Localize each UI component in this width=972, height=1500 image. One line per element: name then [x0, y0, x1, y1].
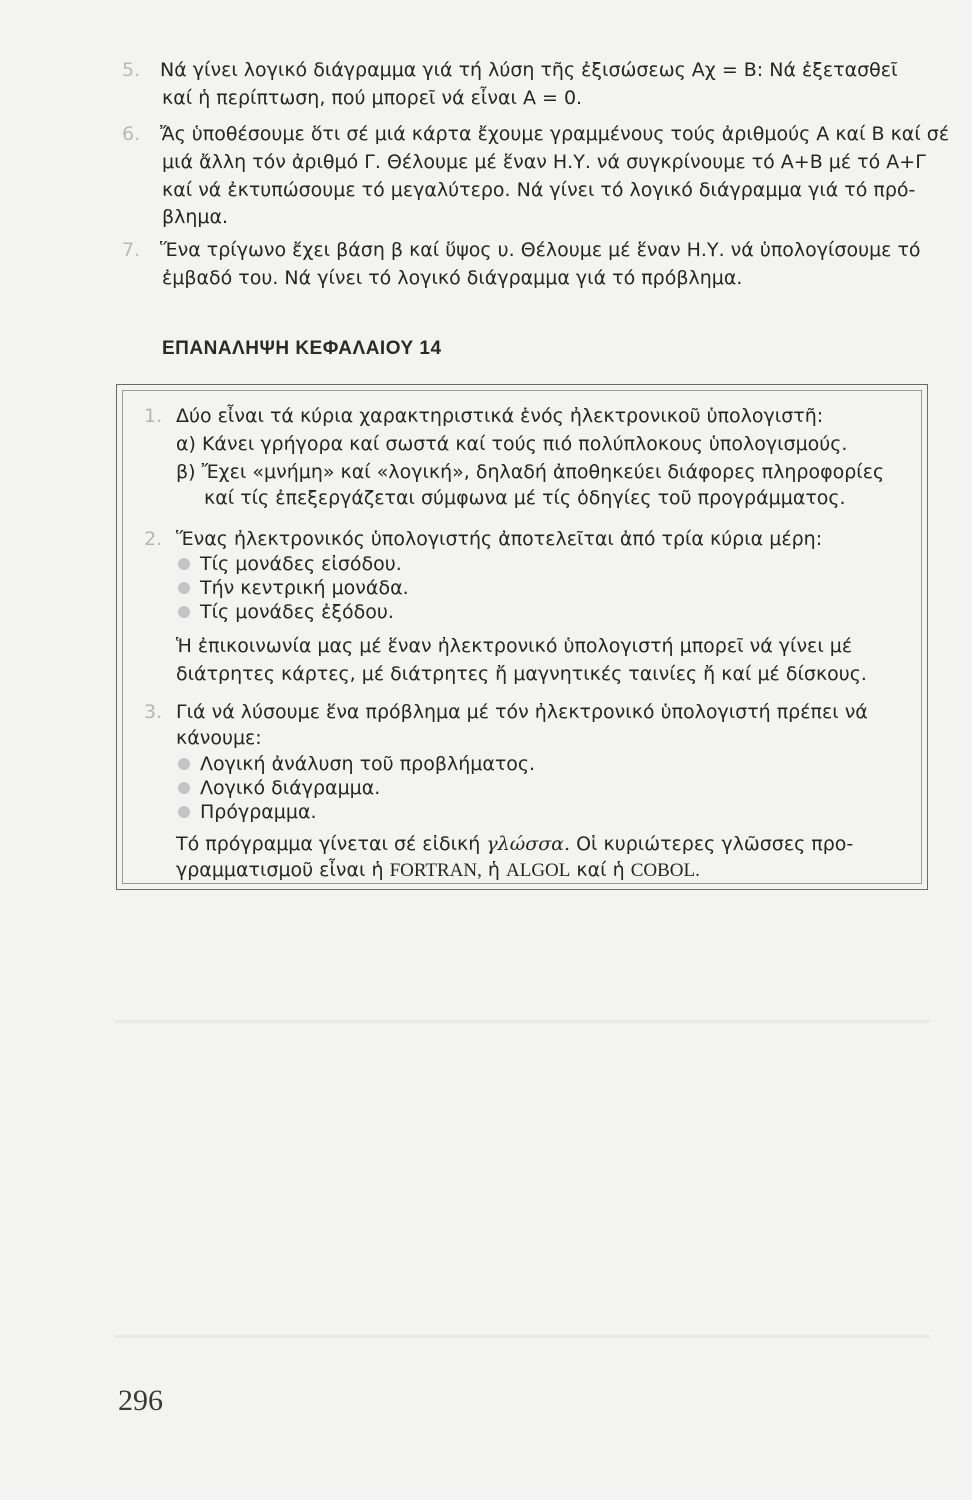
language-name: FORTRAN,	[389, 860, 482, 881]
review-item-2-bullet-2: Τήν κεντρική μονάδα.	[200, 577, 409, 599]
review-item-2-note-line-1: Ἡ ἐπικοινωνία μας μέ ἕναν ἠλεκτρονικό ὑπολογιστή μπορεῖ νά γίνει μέ	[176, 635, 853, 657]
bullet-dot-icon	[178, 606, 190, 618]
exercise-7-line-1: Ἕνα τρίγωνο ἔχει βάση β καί ὕψος υ. Θέλουμε μέ ἕναν Η.Υ. νά ὑπολογίσουμε τό	[160, 239, 921, 261]
exercise-6-number: 6.	[122, 123, 141, 145]
exercise-6-line-1: Ἄς ὑποθέσουμε ὅτι σέ μιά κάρτα ἔχουμε γραμμένους τούς ἀριθμούς Α καί Β καί σέ	[160, 123, 950, 145]
bullet-dot-icon	[178, 582, 190, 594]
language-name: ALGOL	[506, 860, 571, 881]
review-item-3-number: 3.	[144, 701, 163, 723]
review-item-1-a: α) Κάνει γρήγορα καί σωστά καί τούς πιό πολύπλοκους ὑπολογισμούς.	[176, 433, 848, 455]
page-number: 296	[118, 1384, 163, 1417]
chapter-review-heading: ΕΠΑΝΑΛΗΨΗ ΚΕΦΑΛΑΙΟΥ 14	[162, 338, 442, 359]
show-through-line	[115, 1020, 930, 1023]
review-item-3-bullet-2: Λογικό διάγραμμα.	[200, 777, 381, 799]
emphasized-word: γλώσσα.	[486, 833, 571, 855]
review-item-3-intro-line-2: κάνουμε:	[176, 727, 262, 749]
bullet-dot-icon	[178, 758, 190, 770]
note-text: Τό πρόγραμμα γίνεται σέ εἰδική	[176, 833, 487, 855]
review-item-3-bullet-1: Λογική ἀνάλυση τοῦ προβλήματος.	[200, 753, 536, 775]
note-text: γραμματισμοῦ εἶναι ἡ	[176, 859, 390, 881]
show-through-line	[115, 1335, 930, 1338]
review-item-1-b-line-1: β) Ἔχει «μνήμη» καί «λογική», δηλαδή ἀποθηκεύει διάφορες πληροφορίες	[176, 461, 885, 483]
exercise-6-line-4: βλημα.	[162, 206, 229, 228]
review-item-2-note-line-2: διάτρητες κάρτες, μέ διάτρητες ἤ μαγνητικές ταινίες ἤ καί μέ δίσκους.	[176, 663, 867, 685]
review-item-3-note-line-1	[176, 830, 853, 859]
note-text: καί ἡ	[570, 859, 631, 881]
note-text: ἡ	[481, 859, 506, 881]
review-item-2-intro: Ἕνας ἠλεκτρονικός ὑπολογιστής ἀποτελεῖται ἀπό τρία κύρια μέρη:	[176, 528, 823, 550]
exercise-6-line-2: μιά ἄλλη τόν ἀριθμό Γ. Θέλουμε μέ ἕναν Η.Υ. νά συγκρίνουμε τό Α+Β μέ τό Α+Γ	[162, 151, 926, 173]
exercise-6-line-3: καί νά ἐκτυπώσουμε τό μεγαλύτερο. Νά γίνει τό λογικό διάγραμμα γιά τό πρό-	[162, 179, 916, 201]
language-name: COBOL.	[630, 860, 700, 881]
review-item-1-number: 1.	[144, 405, 163, 427]
review-item-1-intro: Δύο εἶναι τά κύρια χαρακτηριστικά ἑνός ἠλεκτρονικοῦ ὑπολογιστῆ:	[176, 405, 824, 427]
exercise-5-line-2: καί ἡ περίπτωση, πού μπορεῖ νά εἶναι Α = 0.	[162, 87, 583, 109]
exercise-5-number: 5.	[122, 59, 141, 81]
bullet-dot-icon	[178, 558, 190, 570]
exercise-7-line-2: ἐμβαδό του. Νά γίνει τό λογικό διάγραμμα γιά τό πρόβλημα.	[162, 267, 743, 289]
review-item-2-bullet-3: Τίς μονάδες ἐξόδου.	[200, 601, 394, 623]
review-item-3-intro-line-1: Γιά νά λύσουμε ἕνα πρόβλημα μέ τόν ἠλεκτρονικό ὑπολογιστή πρέπει νά	[176, 701, 868, 723]
review-item-3-note-line-2	[176, 856, 700, 885]
bullet-dot-icon	[178, 782, 190, 794]
review-item-1-b-line-2: καί τίς ἐπεξεργάζεται σύμφωνα μέ τίς ὁδηγίες τοῦ προγράμματος.	[204, 487, 846, 509]
bullet-dot-icon	[178, 806, 190, 818]
exercise-7-number: 7.	[122, 239, 141, 261]
review-item-3-bullet-3: Πρόγραμμα.	[200, 801, 317, 823]
review-item-2-number: 2.	[144, 528, 163, 550]
note-text: Οἱ κυριώτερες γλῶσσες προ-	[570, 833, 854, 855]
review-item-2-bullet-1: Τίς μονάδες εἰσόδου.	[200, 553, 402, 575]
exercise-5-line-1: Νά γίνει λογικό διάγραμμα γιά τή λύση τῆς ἐξισώσεως Αχ = Β: Νά ἐξετασθεῖ	[160, 59, 898, 81]
